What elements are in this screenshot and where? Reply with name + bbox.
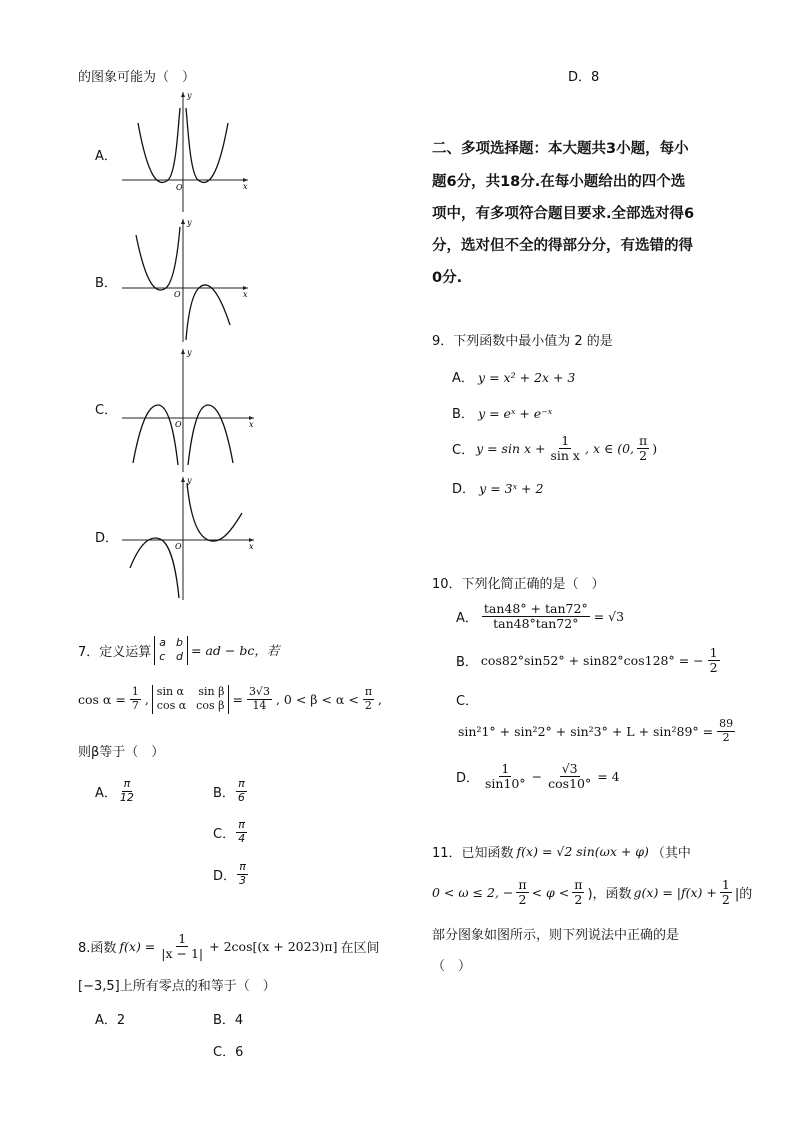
svg-text:x: x: [243, 290, 248, 299]
q8-option-c[interactable]: C．6: [213, 1045, 244, 1060]
q6-option-c-label[interactable]: C．: [95, 403, 118, 418]
q9-option-b[interactable]: B． y = eˣ + e⁻ˣ: [452, 406, 553, 422]
q5-option-d[interactable]: D．8: [568, 70, 600, 85]
q6-graph-d: [118, 473, 258, 601]
q11-line3: 部分图象如图所示，则下列说法中正确的是: [432, 928, 680, 943]
q8-line1: 8.函数 f(x) = $\frac{1}{|x - 1|}$ + 2cos[(x + 2023)π] 在区间: [78, 931, 380, 962]
q9-option-c[interactable]: C． y = sin x + $\frac{1}{\text{sin x}}$ , x ∈ (0, $\frac{\pi}{2}$ ): [452, 433, 658, 464]
svg-text:O: O: [175, 542, 182, 551]
q6-option-b-label[interactable]: B．: [95, 276, 117, 291]
q7-determinant: a b c d: [154, 636, 188, 665]
x-label: x: [243, 182, 248, 191]
q7-option-b[interactable]: B． $\frac{\pi}{6}$: [213, 777, 245, 804]
section2-line5: 0分.: [432, 270, 463, 286]
svg-text:y: y: [187, 348, 192, 357]
section2-line4: 分，选对但不全的得部分分，有选错的得: [432, 238, 693, 254]
q6-stem-tail: 的图象可能为（ ）: [78, 70, 196, 85]
q11-line4: （ ）: [432, 959, 472, 974]
svg-text:x: x: [249, 420, 254, 429]
q7-line1: 7．定义运算 a b c d = ad − bc，若: [78, 636, 280, 664]
q7-line2: cos α = $\frac{1}{7}$ , sin α sin β cos α cos β = $\frac{3√3}{14}$ , 0 < β < α < $\frac{\pi}{2}$ ,: [78, 685, 383, 713]
q7-line3: 则β等于（ ）: [78, 745, 165, 760]
q10-option-a[interactable]: A． $\frac{\tan 48^\circ + \tan 72^\circ}{\tan 48^\circ\tan 72^\circ}$ = √3: [456, 601, 625, 632]
q7-option-c[interactable]: C． $\frac{\pi}{4}$: [213, 818, 246, 845]
svg-text:y: y: [187, 218, 192, 227]
q8-line2: [−3,5]上所有零点的和等于（ ）: [78, 979, 276, 994]
q6-graph-a: [118, 88, 253, 213]
svg-text:O: O: [174, 290, 181, 299]
section2-line3: 项中，有多项符合题目要求.全部选对得6: [432, 206, 695, 222]
q11-line1: 11．已知函数 f(x) = √2 sin(ωx + φ) （其中: [432, 844, 691, 861]
q11-line2: 0 < ω ≤ 2, − $\frac{\pi}{2}$ < φ < $\frac{\pi}{2}$ )，函数 g(x) = |f(x) + $\frac{1}{2}$ |的: [432, 877, 753, 908]
q7-option-d[interactable]: D． $\frac{\pi}{3}$: [213, 860, 247, 887]
section2-line2: 题6分，共18分.在每小题给出的四个选: [432, 174, 686, 190]
q6-option-a-label[interactable]: A．: [95, 149, 117, 164]
section2-line1: 二、多项选择题：本大题共3小题，每小: [432, 141, 689, 157]
q6-graph-b: [118, 215, 253, 343]
svg-text:y: y: [187, 476, 192, 485]
q10-option-d[interactable]: D． $\frac{1}{\sin 10^\circ}$ − $\frac{√3}{\cos 10^\circ}$ = 4: [456, 761, 620, 792]
q6-graph-c: [118, 345, 258, 473]
q8-option-b[interactable]: B．4: [213, 1013, 244, 1028]
q10-option-c-expr: sin²1° + sin²2° + sin²3° + L + sin²89° = $\frac{89}{2}$: [458, 717, 734, 744]
q6-option-d-label[interactable]: D．: [95, 531, 119, 546]
q9-stem: 9．下列函数中最小值为 2 的是: [432, 334, 613, 349]
q10-option-c-label[interactable]: C．: [456, 694, 479, 709]
q10-option-b[interactable]: B． cos82°sin52° + sin82°cos128° = − $\frac{1}{2}$: [456, 645, 718, 676]
origin-label: O: [176, 183, 183, 192]
q7-option-a[interactable]: A． $\frac{\pi}{12}$: [95, 777, 134, 804]
q9-option-a[interactable]: A． y = x² + 2x + 3: [452, 370, 576, 386]
q9-option-d[interactable]: D． y = 3ˣ + 2: [452, 481, 544, 497]
svg-text:x: x: [249, 542, 254, 551]
y-label: y: [187, 91, 192, 100]
q10-stem: 10．下列化简正确的是（ ）: [432, 577, 605, 592]
q8-option-a[interactable]: A．2: [95, 1013, 126, 1028]
svg-text:O: O: [175, 420, 182, 429]
